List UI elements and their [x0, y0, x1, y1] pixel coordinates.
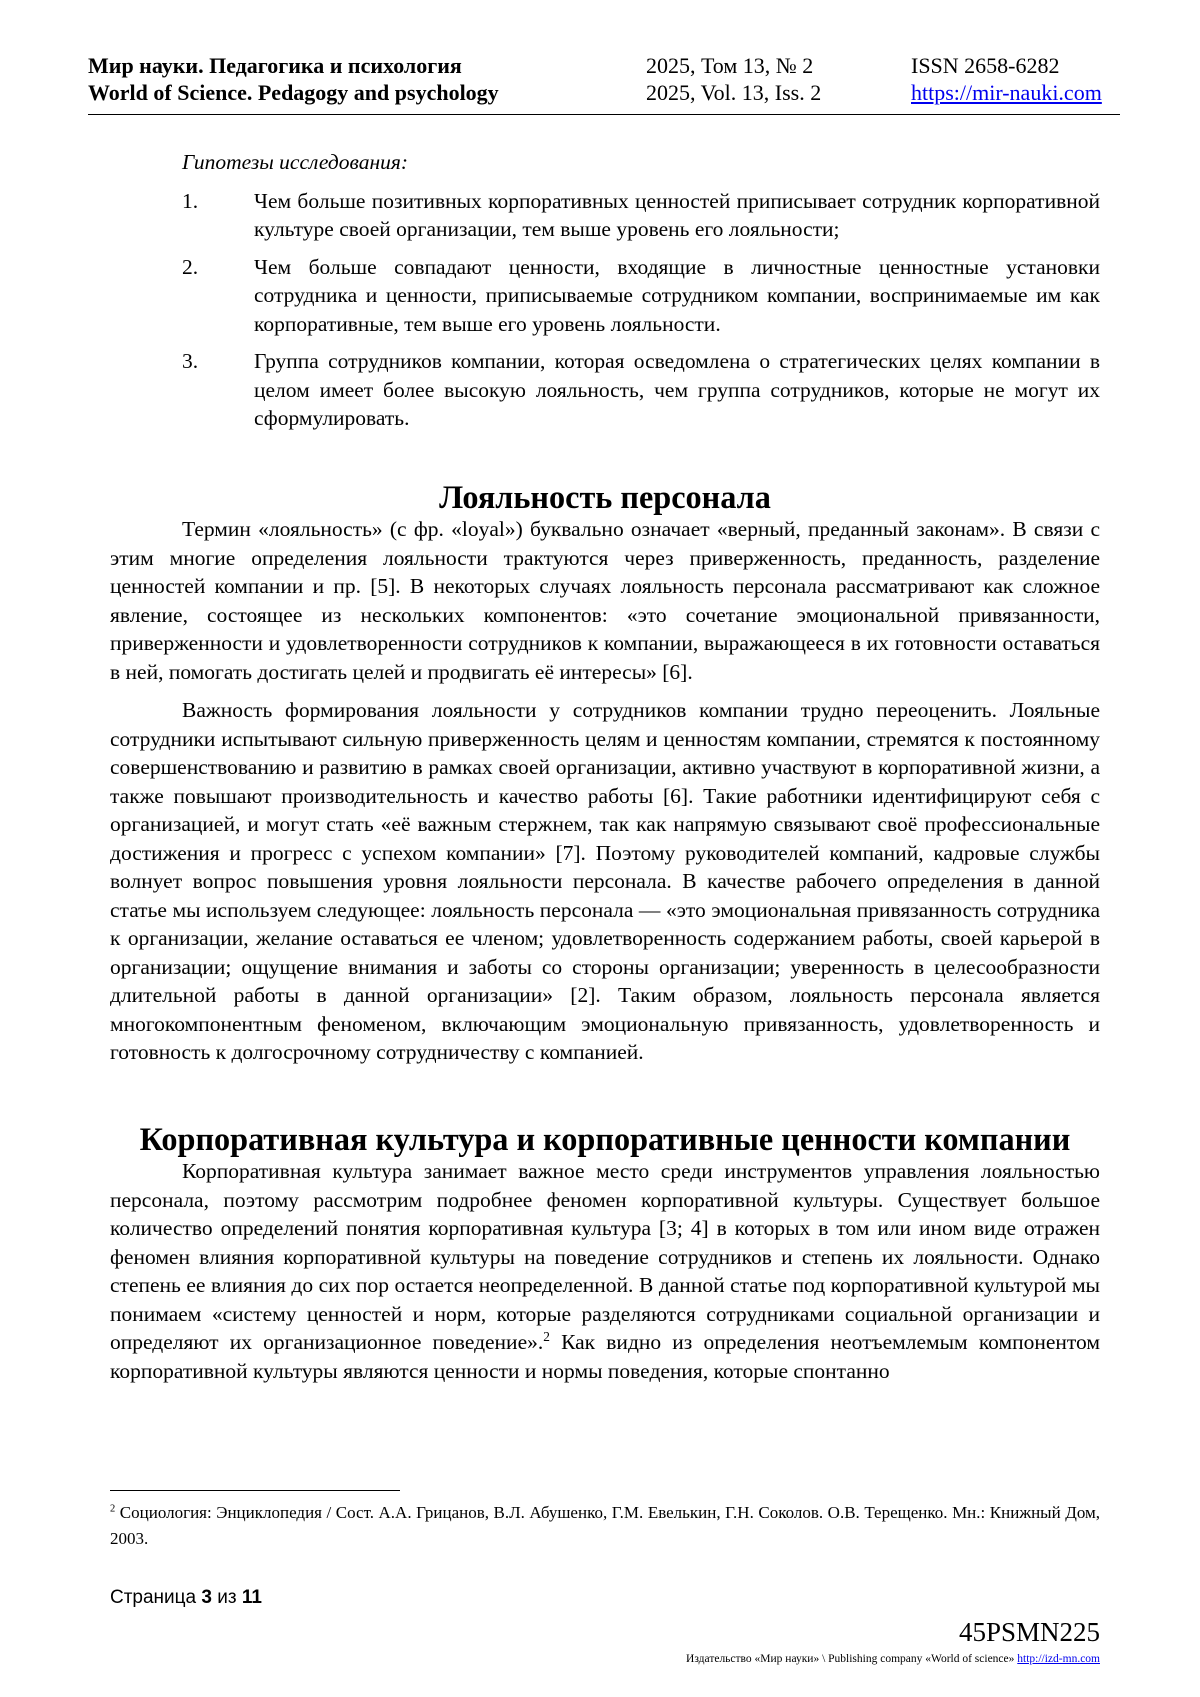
footnote: [110, 1500, 1100, 1552]
footnote-text: Социология: Энциклопедия / Сост. А.А. Грицанов, В.Л. Абушенко, Г.М. Евелькин, Г.Н. Соколов. О.В. Терещенко. Мн.: Книжный Дом, 2003.: [110, 1503, 1100, 1548]
hypothesis-text: Чем больше совпадают ценности, входящие в личностные ценностные установки сотрудника и ценности, приписываемые сотрудником компании, воспринимаемые им как корпоративные, тем выше его уровень лояльности.: [254, 254, 1100, 336]
journal-link[interactable]: https://mir-nauki.com: [911, 80, 1102, 105]
page-header: [88, 52, 1120, 115]
issn: ISSN 2658-6282: [911, 53, 1060, 78]
publisher-text: Издательство «Мир науки» \ Publishing company «World of science»: [686, 1653, 1015, 1665]
hypothesis-number: 2.: [182, 254, 199, 279]
section-title-loyalty: Лояльность персонала: [439, 478, 771, 515]
hypothesis-item: [182, 187, 1100, 244]
page-total: 11: [241, 1587, 262, 1608]
footnote-reference[interactable]: 2: [543, 1328, 550, 1344]
journal-title: [88, 52, 499, 106]
issue-en: 2025, Vol. 13, Iss. 2: [646, 80, 822, 105]
journal-title-en: World of Science. Pedagogy and psychology: [88, 80, 499, 105]
hypothesis-number: 3.: [182, 349, 199, 373]
hypotheses-title: Гипотезы исследования:: [182, 150, 409, 174]
page-current: 3: [201, 1587, 212, 1608]
hypothesis-number: 1.: [182, 188, 199, 213]
issn-block: [911, 52, 1102, 106]
publisher-line: [686, 1653, 1100, 1665]
paragraph-text: Корпоративная культура занимает важное место среди инструментов управления лояльностью персонала, поэтому рассмотрим подробнее феномен корпоративной культуры. Существует большое количество определений понятия корпоративная культура [3; 4] в которых в том или ином виде отражен феномен влияния корпоративной культуры на поведение сотрудников и степень их лояльности. Однако степень ее влияния до сих пор остается неопределенной. В данной статье под корпоративной культурой мы понимаем «систему ценностей и норм, которые разделяются сотрудниками социальной организации и определяют их организационное поведение».: [110, 1159, 1100, 1354]
article-code: 45PSMN225: [958, 1617, 1100, 1647]
footnote-number: 2: [110, 1503, 116, 1515]
footnote-divider: [110, 1490, 400, 1491]
publisher-link[interactable]: http://izd-mn.com: [1017, 1653, 1100, 1665]
hypothesis-item: [182, 253, 1100, 339]
paragraph-with-footnote: [110, 1157, 1100, 1385]
paragraph-text: Как видно из определения неотъемлемым компонентом корпоративной культуры являются ценности и нормы поведения, которые спонтанно: [110, 1330, 1100, 1383]
paragraph: Термин «лояльность» (с фр. «loyal») буквально означает «верный, преданный законам». В связи с этим многие определения лояльности трактуются через приверженность, преданность, разделение ценностей компании и пр. [5]. В некоторых случаях лояльность персонала рассматривают как сложное явление, состоящее из нескольких компонентов: «это сочетание эмоциональной привязанности, приверженности и удовлетворенности сотрудников к компании, выражающееся в их готовности оставаться в ней, помогать достигать целей и продвигать её интересы» [6].: [110, 517, 1100, 684]
paragraph: Важность формирования лояльности у сотрудников компании трудно переоценить. Лояльные сотрудники испытывают сильную приверженность целям и ценностям компании, стремятся к постоянному совершенствованию и развитию в рамках своей организации, активно участвуют в корпоративной жизни, а также повышают производительность и качество работы [6]. Такие работники идентифицируют себя с организацией, и могут стать «её важным стержнем, так как напрямую связывают своё профессиональные достижения и прогресс с успехом компании» [7]. Поэтому руководителей компаний, кадровые службы волнует вопрос повышения уровня лояльности персонала. В качестве рабочего определения в данной статье мы используем следующее: лояльность персонала — «это эмоциональная привязанность сотрудника к организации, желание оставаться ее членом; удовлетворенность содержанием работы, своей карьерой в организации; ощущение внимания и заботы со стороны организации; уверенность в целесообразности длительной работы в данной организации» [2]. Таким образом, лояльность персонала является многокомпонентным феноменом, включающим эмоциональную привязанность, удовлетворенность и готовность к долгосрочному сотрудничеству с компанией.: [110, 698, 1100, 1064]
page-of: из: [217, 1587, 237, 1608]
hypothesis-text: Группа сотрудников компании, которая осведомлена о стратегических целях компании в целом имеет более высокую лояльность, чем группа сотрудников, которые не могут их сформулировать.: [254, 349, 1100, 430]
issue-info: [646, 52, 821, 106]
issue-ru: 2025, Том 13, № 2: [646, 53, 814, 78]
page-number: [110, 1587, 262, 1609]
hypothesis-item: [182, 347, 1100, 433]
section-title-corporate-culture: Корпоративная культура и корпоративные ценности компании: [139, 1120, 1071, 1157]
journal-title-ru: Мир науки. Педагогика и психология: [88, 53, 462, 78]
hypothesis-text: Чем больше позитивных корпоративных ценностей приписывает сотрудник корпоративной культуре своей организации, тем выше уровень его лояльности;: [254, 188, 1100, 241]
page-label: Страница: [110, 1587, 197, 1608]
article-body: [110, 148, 1100, 1395]
